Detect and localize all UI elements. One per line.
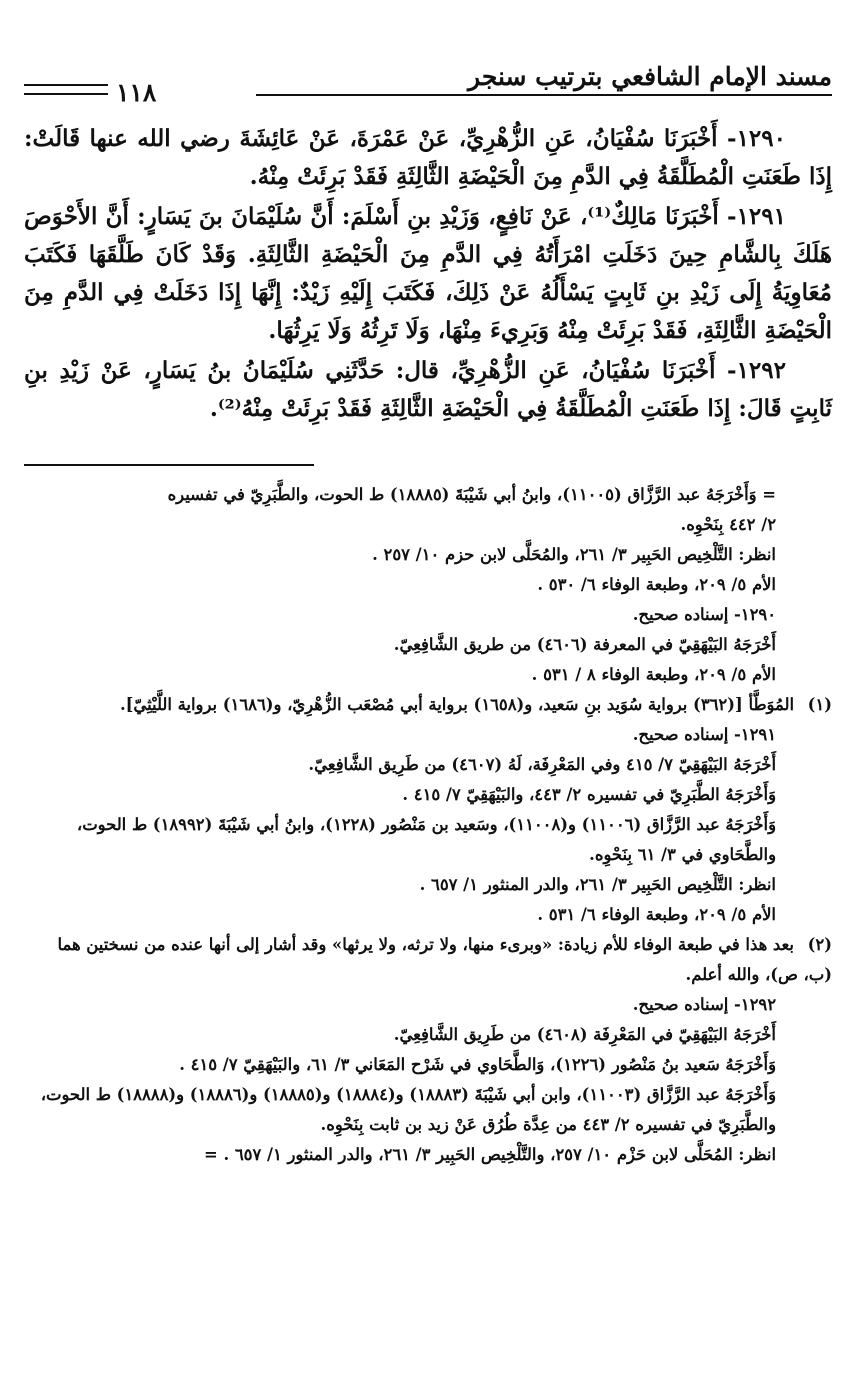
book-page [24, 0, 832, 1384]
hadith-text [24, 120, 832, 430]
footnote-continuation-line: الأم ٥/ ٢٠٩، وطبعة الوفاء ٦/ ٥٣٠ . [537, 575, 776, 594]
page-header [24, 60, 832, 107]
header-rule [256, 94, 832, 96]
footnotes [24, 480, 832, 1170]
isnad-note-1291: ١٢٩١- إسناده صحيح. [632, 725, 776, 744]
book-title: مسند الإمام الشافعي بترتيب سنجر [468, 62, 832, 91]
takhrij-note-1291: أَخْرَجَهُ البَيْهَقِيّ ٧/ ٤١٥ وفي المَعْرِفَة، لَهُ (٤٦٠٧) من طَرِيق الشَّافِعِيّ. [308, 755, 776, 774]
takhrij-note-1291: انظر: التَّلْخِيص الحَبِير ٣/ ٢٦١، والدر المنثور ١/ ٦٥٧ . [419, 875, 776, 894]
footnote-2-text: بعد هذا في طبعة الوفاء للأم زيادة: «وبرىء منها، ولا ترثه، ولا يرثها» وقد أشار إلى أنها عنده من نسختين هما (ب، ص)، والله أعلم. [57, 935, 832, 984]
takhrij-note-1292: وَأَخْرَجَهُ عبد الرَّزَّاق (١١٠٠٣)، وابن أبي شَيْبَةَ (١٨٨٨٣) و(١٨٨٨٤) و(١٨٨٨٥) و(١٨٨٨٦) و(١٨٨٨٨) ط الحوت، والطَّبَرِيّ في تفسيره ٢/ ٤٤٣ من عِدَّة طُرُق عَنْ زيد بن ثابت بِنَحْوِه. [40, 1085, 776, 1134]
footnote-1 [24, 690, 832, 720]
takhrij-note-1292: أَخْرَجَهُ البَيْهَقِيّ في المَعْرِفَة (٤٦٠٨) من طَرِيق الشَّافِعِيّ. [393, 1025, 776, 1044]
takhrij-note-1292: انظر: المُحَلَّى لابن حَزْم ١٠/ ٢٥٧، والتَّلْخِيص الحَبِير ٣/ ٢٦١، والدر المنثور ١/ ٦٥٧ . = [204, 1145, 776, 1164]
umm-reference-1290: الأم ٥/ ٢٠٩، وطبعة الوفاء ٨ / ٥٣١ . [531, 665, 776, 684]
footnote-1-number: (١) [807, 695, 832, 714]
footnote-2 [24, 930, 832, 990]
isnad-note-1290: ١٢٩٠- إسناده صحيح. [632, 605, 776, 624]
hadith-1292: ١٢٩٢- أَخْبَرَنَا سُفْيَانُ، عَنِ الزُّهْرِيِّ، قال: حَدَّثَنِي سُلَيْمَانُ بنُ يَسَارٍ، عَنْ زَيْدِ بنِ ثَابِتٍ قَالَ: إِذَا طَعَنَتِ الْمُطَلَّقَةُ فِي الْحَيْضَةِ الثَّالِثَةِ فَقَدْ بَرِئَتْ مِنْهُ⁽²⁾. [24, 357, 832, 422]
takhrij-note-1291: وَأَخْرَجَهُ الطَّبَرِيّ في تفسيره ٢/ ٤٤٣، والبَيْهَقِيّ ٧/ ٤١٥ . [402, 785, 776, 804]
footnote-1-text: المُوَطَّأ [(٣٦٢) برواية سُوَيد بنِ سَعيد، و(١٦٥٨) برواية أبي مُصْعَب الزُّهْرِيّ، و(١٦٨٦) برواية اللَّيْثِيّ]. [119, 695, 794, 714]
footnote-2-number: (٢) [807, 935, 832, 954]
umm-reference-1291: الأم ٥/ ٢٠٩، وطبعة الوفاء ٦/ ٥٣١ . [537, 905, 776, 924]
takhrij-note-1291: وَأَخْرَجَهُ عبد الرَّزَّاق (١١٠٠٦) و(١١٠٠٨)، وسَعيد بن مَنْصُور (١٢٢٨)، وابنُ أبي شَيْبَةَ (١٨٩٩٢) ط الحوت، والطَّحَاوي في ٣/ ٦١ بِنَحْوِه. [76, 815, 776, 864]
hadith-1291: ١٢٩١- أَخْبَرَنَا مَالِكٌ⁽¹⁾، عَنْ نَافِعٍ، وَزَيْدِ بنِ أَسْلَمَ: أَنَّ سُلَيْمَانَ بنَ يَسَارٍ: أَنَّ الأَحْوَصَ هَلَكَ بِالشَّامِ حِينَ دَخَلَتِ امْرَأَتُهُ فِي الدَّمِ مِنَ الْحَيْضَةِ الثَّالِثَةِ. وَقَدْ كَانَ طَلَّقَهَا فَكَتَبَ مُعَاوِيَةُ إِلَى زَيْدِ بنِ ثَابِتٍ يَسْأَلُهُ عَنْ ذَلِكَ، فَكَتَبَ إِلَيْهِ زَيْدٌ: إِنَّهَا إِذَا دَخَلَتْ فِي الدَّمِ مِنَ الْحَيْضَةِ الثَّالِثَةِ، فَقَدْ بَرِئَتْ مِنْهُ وَبَرِيءَ مِنْهَا، وَلَا تَرِثُهُ وَلَا يَرِثُهَا. [24, 203, 832, 344]
page-number: ١١٨ [116, 78, 157, 107]
footnote-continuation-line: انظر: التَّلْخِيص الحَبِير ٣/ ٢٦١، والمُحَلَّى لابن حزم ١٠/ ٢٥٧ . [372, 545, 776, 564]
isnad-note-1292: ١٢٩٢- إسناده صحيح. [632, 995, 776, 1014]
takhrij-note-1292: وَأَخْرَجَهُ سَعيد بنُ مَنْصُور (١٢٢٦)، وَالطَّحَاوي في شَرْح المَعَاني ٣/ ٦١، والبَيْهَقِيّ ٧/ ٤١٥ . [179, 1055, 776, 1074]
footnote-continuation-line: = وَأَخْرَجَهُ عبد الرَّزَّاق (١١٠٠٥)، وابنُ أبي شَيْبَةَ (١٨٨٨٥) ط الحوت، والطَّبَرِيّ في تفسيره [167, 485, 776, 504]
footnote-separator [24, 464, 314, 466]
header-double-rule [24, 84, 108, 95]
takhrij-note-1290: أَخْرَجَهُ البَيْهَقِيّ في المعرفة (٤٦٠٦) من طريق الشَّافِعِيّ. [393, 635, 776, 654]
hadith-1290: ١٢٩٠- أَخْبَرَنَا سُفْيَانُ، عَنِ الزُّهْرِيِّ، عَنْ عَمْرَةَ، عَنْ عَائِشَةَ رضي الله عنها قَالَتْ: إِذَا طَعَنَتِ الْمُطَلَّقَةُ فِي الدَّمِ مِنَ الْحَيْضَةِ الثَّالِثَةِ فَقَدْ بَرِئَتْ مِنْهُ. [24, 125, 832, 190]
footnote-continuation-line: ٢/ ٤٤٢ بِنَحْوِه. [680, 515, 776, 534]
